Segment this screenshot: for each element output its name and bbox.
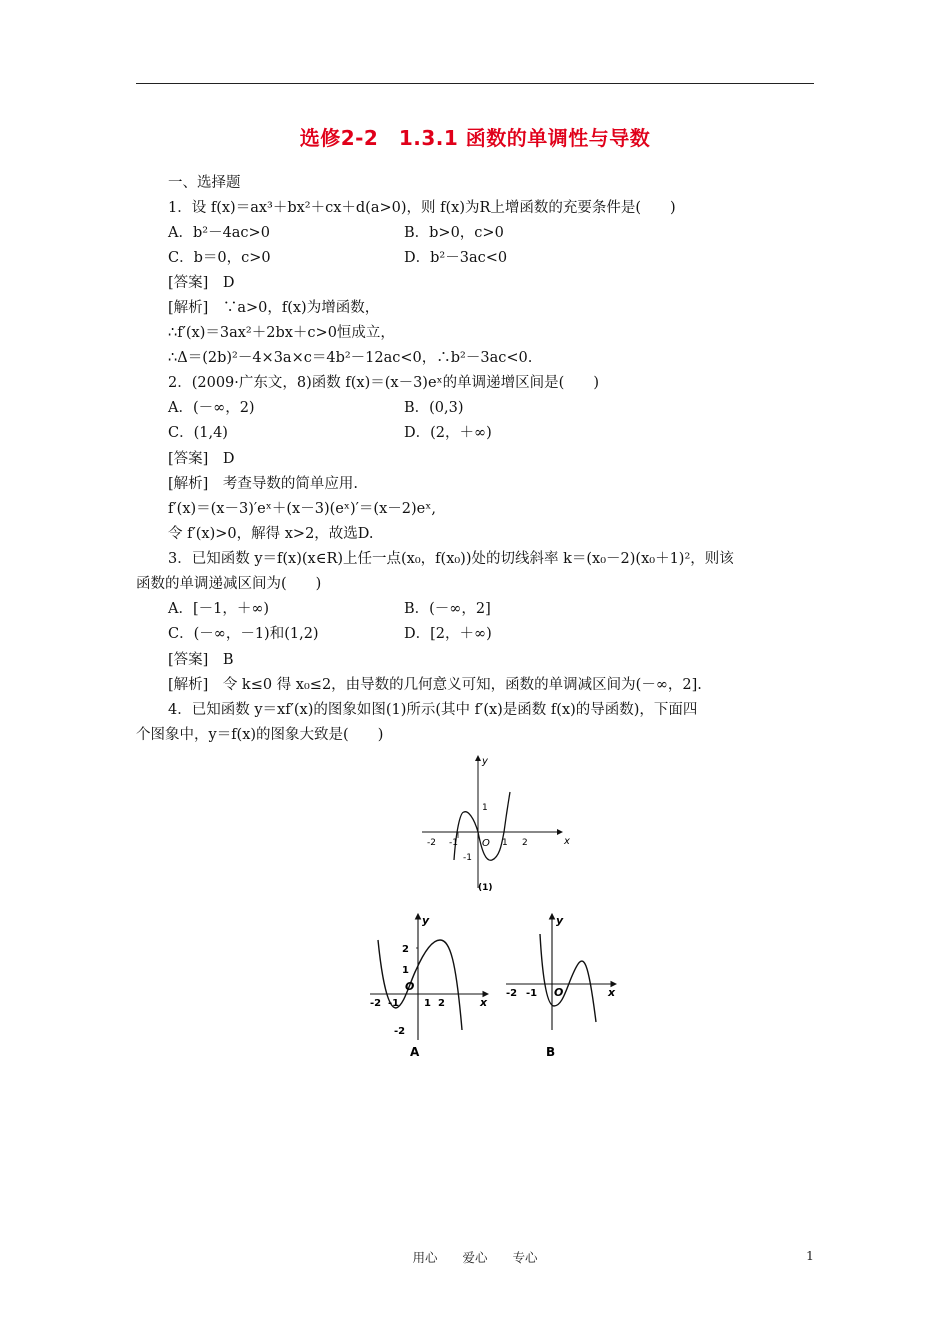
origin-label: O xyxy=(554,986,564,999)
q2-analysis-2: f′(x)＝(x－3)′eˣ＋(x－3)(eˣ)′＝(x－2)eˣ, xyxy=(168,501,436,517)
q2-analysis-1: [解析] 考查导数的简单应用. xyxy=(168,476,358,492)
q3-analysis: [解析] 令 k≤0 得 x₀≤2，由导数的几何意义可知，函数的单调减区间为(－∞，2]. xyxy=(168,677,702,693)
tick-label: 2 xyxy=(402,944,409,955)
tick-label: -2 xyxy=(427,838,436,848)
tick-label: 1 xyxy=(482,803,488,813)
q2-answer: [答案] D xyxy=(168,451,235,467)
curve xyxy=(378,940,462,1030)
tick-label: 2 xyxy=(438,998,445,1009)
q4-stem-line-1: 4．已知函数 y＝xf′(x)的图象如图(1)所示(其中 f′(x)是函数 f(x)的导函数)，下面四 xyxy=(168,702,698,718)
origin-label: O xyxy=(405,980,415,993)
tick-label: -1 xyxy=(463,853,472,863)
tick-label: -1 xyxy=(449,838,458,848)
x-axis-label: x xyxy=(480,996,488,1009)
q1-analysis-2: ∴f′(x)＝3ax²＋2bx＋c>0恒成立， xyxy=(168,325,395,341)
q2-option-c: C．(1,4) xyxy=(168,425,228,441)
curve xyxy=(540,934,596,1022)
origin-label: O xyxy=(482,838,490,849)
q2-option-b: B．(0,3) xyxy=(404,400,464,416)
q2-stem: 2．(2009·广东文，8)函数 f(x)＝(x－3)eˣ的单调递增区间是( ) xyxy=(168,375,599,391)
q4-stem-line-2: 个图象中，y＝f(x)的图象大致是( ) xyxy=(136,727,384,743)
page-footer: 用心 爱心 专心 xyxy=(412,1250,538,1265)
tick-label: -2 xyxy=(370,998,382,1009)
figure-caption: A xyxy=(410,1045,420,1059)
figure-caption: B xyxy=(546,1045,556,1059)
tick-label: -2 xyxy=(394,1026,406,1037)
page-number: 1 xyxy=(806,1248,814,1263)
q1-analysis-1: [解析] ∵a>0，f(x)为增函数， xyxy=(168,300,380,316)
q1-stem: 1．设 f(x)＝ax³＋bx²＋cx＋d(a>0)，则 f(x)为R上增函数的充要条件是( ) xyxy=(168,200,676,216)
q1-option-c: C．b＝0，c>0 xyxy=(168,250,271,266)
q3-stem-line-1: 3．已知函数 y＝f(x)(x∈R)上任一点(x₀，f(x₀))处的切线斜率 k＝(x₀－2)(x₀＋1)²，则该 xyxy=(168,551,734,567)
figure-1-graph xyxy=(418,752,568,894)
q3-option-b: B．(－∞，2] xyxy=(404,601,491,617)
x-axis-label: x xyxy=(564,836,570,847)
q2-option-a: A．(－∞，2) xyxy=(168,400,255,416)
y-axis-label: y xyxy=(422,914,430,927)
q3-option-c: C．(－∞，－1)和(1,2) xyxy=(168,626,319,642)
tick-label: 1 xyxy=(424,998,431,1009)
q2-analysis-3: 令 f′(x)>0，解得 x>2，故选D. xyxy=(168,526,374,542)
tick-label: 2 xyxy=(522,838,528,848)
q3-option-a: A．[－1，＋∞) xyxy=(168,601,270,617)
q3-answer: [答案] B xyxy=(168,652,234,668)
x-axis-label: x xyxy=(608,986,616,999)
tick-label: 1 xyxy=(502,838,508,848)
q2-option-d: D．(2，＋∞) xyxy=(404,425,492,441)
q1-option-a: A．b²－4ac>0 xyxy=(168,225,270,241)
q3-option-d: D．[2，＋∞) xyxy=(404,626,492,642)
figure-a-graph xyxy=(366,910,496,1060)
header-rule xyxy=(136,83,814,84)
y-axis-label: y xyxy=(482,756,488,767)
tick-label: -2 xyxy=(506,988,518,999)
q1-option-b: B．b>0，c>0 xyxy=(404,225,504,241)
q1-answer: [答案] D xyxy=(168,275,235,291)
tick-label: 1 xyxy=(402,965,409,976)
figure-caption: (1) xyxy=(478,883,493,893)
tick-label: -1 xyxy=(526,988,538,999)
q1-option-d: D．b²－3ac<0 xyxy=(404,250,508,266)
tick-label: -1 xyxy=(388,998,400,1009)
y-axis-label: y xyxy=(556,914,564,927)
q1-analysis-3: ∴Δ＝(2b)²－4×3a×c＝4b²－12ac<0，∴b²－3ac<0. xyxy=(168,350,533,366)
q3-stem-line-2: 函数的单调递减区间为( ) xyxy=(136,576,322,592)
page-title: 选修2-2 1.3.1 函数的单调性与导数 xyxy=(299,126,651,150)
section-heading: 一、选择题 xyxy=(168,175,241,191)
figure-b-graph xyxy=(502,910,622,1060)
